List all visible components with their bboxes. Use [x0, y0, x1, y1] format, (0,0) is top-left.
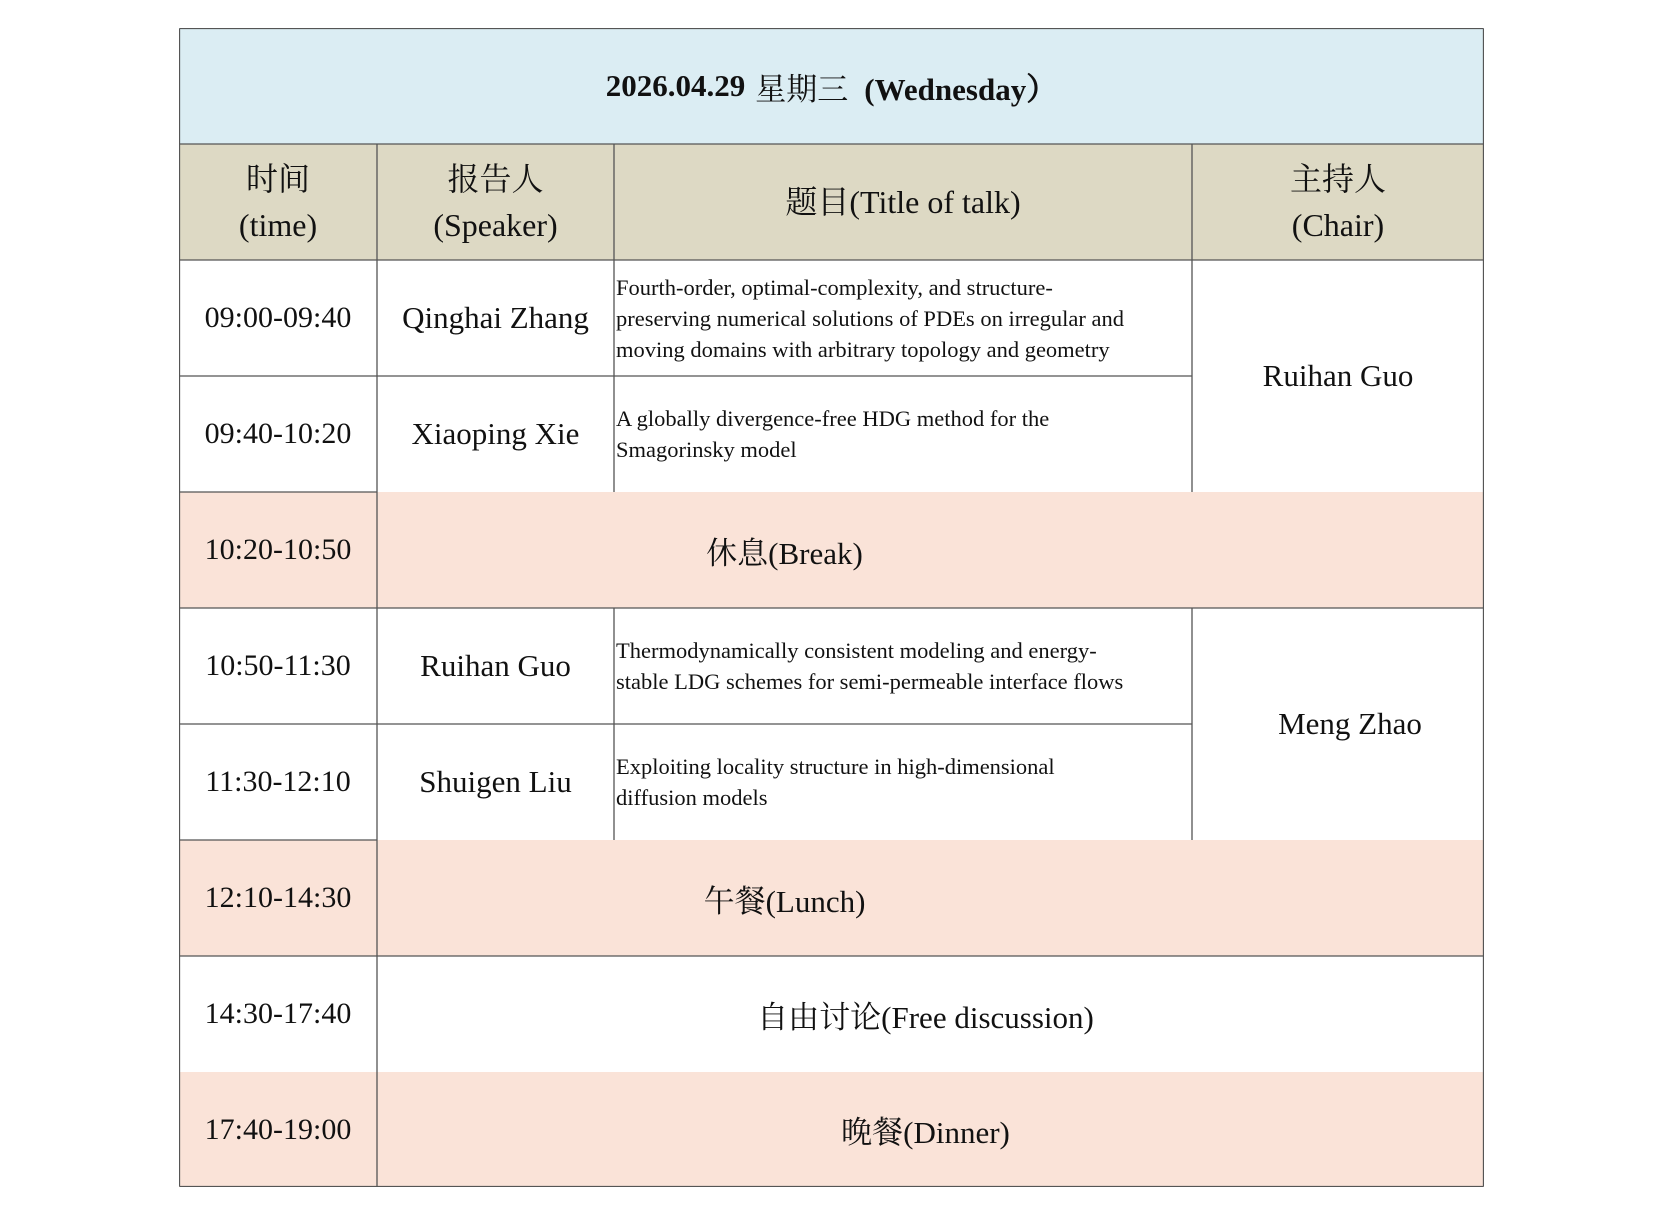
- header-speaker-cn: 报告人: [447, 161, 544, 197]
- header-title-en: (Title of talk): [849, 184, 1021, 220]
- header-time: [179, 144, 377, 260]
- talk-title: [614, 260, 1192, 376]
- break-time: 10:20-10:50: [179, 492, 377, 608]
- talk-title-line: preserving numerical solutions of PDEs on irregular and: [616, 305, 1125, 331]
- schedule-table: [179, 28, 1484, 1187]
- chair-session-1: Ruihan Guo: [1262, 358, 1414, 393]
- talk-title-line: A globally divergence-free HDG method for the: [616, 406, 1050, 431]
- date-title: [179, 28, 1484, 144]
- talk-time: 09:40-10:20: [204, 417, 352, 450]
- talk-title: [614, 608, 1192, 724]
- header-chair-en: (Chair): [1291, 207, 1385, 243]
- header-time-en: (time): [238, 207, 318, 243]
- header-speaker-en: (Speaker): [433, 207, 558, 243]
- talk-title-line: Fourth-order, optimal-complexity, and structure-: [616, 274, 1053, 300]
- talk-time: 11:30-12:10: [205, 765, 351, 798]
- header-chair: [1192, 144, 1484, 260]
- discussion-time: 14:30-17:40: [204, 997, 352, 1030]
- talk-title-line: stable LDG schemes for semi-permeable interface flows: [616, 669, 1124, 694]
- talk-title-line: Exploiting locality structure in high-dimensional: [616, 754, 1055, 779]
- header-title: [614, 144, 1192, 260]
- date-text: 2026.04.29: [605, 68, 746, 103]
- talk-speaker: Ruihan Guo: [420, 648, 571, 683]
- talk-speaker: Xiaoping Xie: [411, 416, 580, 451]
- talk-title-line: diffusion models: [616, 785, 768, 810]
- chair-session-2: Meng Zhao: [1278, 706, 1422, 741]
- header-time-cn: 时间: [245, 161, 310, 197]
- dinner-label: 晚餐(Dinner): [377, 1072, 1484, 1187]
- talk-title-line: Thermodynamically consistent modeling and energy-: [616, 638, 1097, 663]
- talk-title-line: moving domains with arbitrary topology and geometry: [616, 336, 1110, 362]
- talk-speaker: Qinghai Zhang: [402, 300, 589, 335]
- weekday-cn: 星期三: [755, 71, 849, 107]
- talk-title: [614, 376, 1192, 492]
- talk-title: [614, 724, 1192, 840]
- talk-time: 10:50-11:30: [205, 649, 351, 682]
- discussion-label: 自由讨论(Free discussion): [757, 999, 1094, 1035]
- dinner-time: 17:40-19:00: [179, 1072, 377, 1187]
- header-speaker: [377, 144, 614, 260]
- lunch-time: 12:10-14:30: [179, 840, 377, 956]
- talk-time: 09:00-09:40: [204, 301, 352, 334]
- talk-title-line: Smagorinsky model: [616, 437, 797, 462]
- talk-speaker: Shuigen Liu: [419, 764, 572, 799]
- break-label: 休息(Break): [377, 492, 1484, 608]
- header-chair-cn: 主持人: [1289, 161, 1386, 197]
- weekday-en: (Wednesday）: [864, 71, 1058, 107]
- header-title-cn: 题目: [785, 184, 850, 220]
- lunch-label: 午餐(Lunch): [377, 840, 1484, 956]
